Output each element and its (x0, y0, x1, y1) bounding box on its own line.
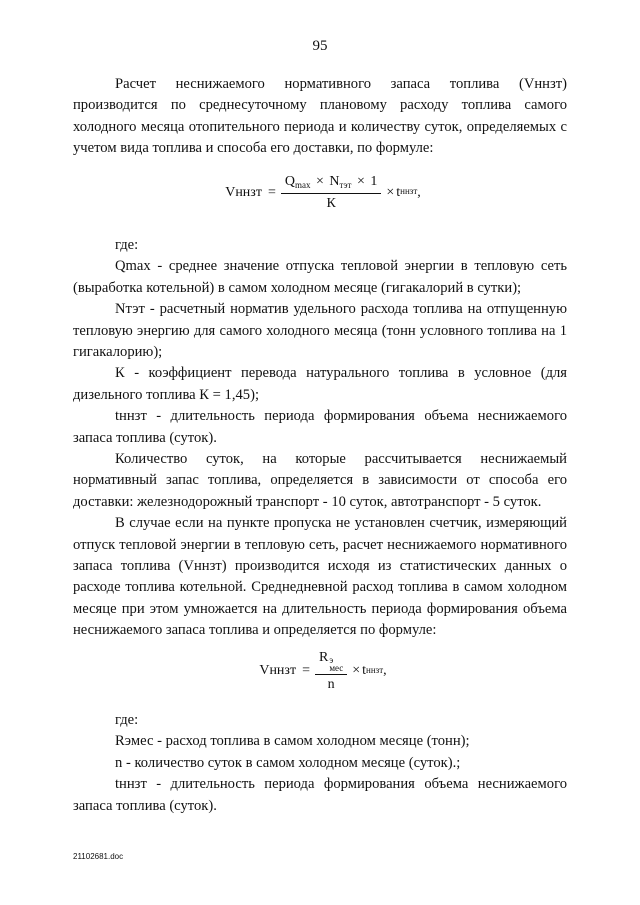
times-sign: × (356, 173, 365, 189)
symbol-n: N (329, 173, 340, 189)
fraction-numerator (315, 650, 347, 675)
superscript-e: э (329, 654, 334, 665)
formula-comma: , (383, 663, 387, 679)
fraction-numerator (281, 174, 382, 194)
fraction (281, 174, 382, 211)
document-body (73, 74, 567, 817)
symbol-t: t (396, 184, 401, 200)
fraction-denominator: К (326, 195, 336, 211)
footer-filename: 21102681.doc (73, 852, 124, 861)
subscript-nnzt: ннзт (400, 186, 418, 197)
times-sign: × (352, 663, 361, 679)
definition-t: tннзт - длительность периода формирования объема неснижаемого запаса топлива (суток). (73, 408, 567, 446)
fraction (315, 650, 347, 692)
fraction-denominator: n (327, 676, 335, 692)
paragraph-no-meter: В случае если на пункте пропуска не установлен счетчик, измеряющий отпуск тепловой энергии в тепловую сеть, расчет неснижаемого нормативного запаса топлива (Vннзт) производится исходя из статистических данных о расходе топлива котельной. Среднедневной расход топлива в самом холодном месяце при этом умножается на длительность периода формирования объема неснижаемого запаса топлива и определяется по формуле: (73, 515, 567, 639)
equals-sign: = (302, 663, 310, 679)
formula-lhs: Vннзт (225, 184, 262, 200)
formula-reserve-volume (79, 174, 567, 211)
symbol-r: R (318, 649, 329, 665)
definition-n: n - количество суток в самом холодном месяце (суток).; (115, 754, 461, 771)
formula-lhs: Vннзт (259, 663, 297, 679)
paragraph-intro: Расчет неснижаемого нормативного запаса топлива (Vннзт) производится по среднесуточному плановому расходу топлива самого холодного месяца отопительного периода и количеству суток, определяемых с учетом вида топлива и способа его доставки, по формуле: (73, 76, 567, 157)
subscript-tet: тэт (339, 179, 352, 190)
symbol-t: t (362, 663, 367, 679)
r-indices (329, 656, 343, 672)
equals-sign: = (267, 184, 276, 200)
number-one: 1 (370, 173, 378, 189)
times-sign: × (315, 173, 324, 189)
definition-r: Rэмес - расход топлива в самом холодном месяце (тонн); (115, 733, 470, 750)
formula-comma: , (417, 184, 421, 200)
subscript-mes: мес (329, 662, 344, 673)
formula-statistical (79, 650, 567, 692)
definition-ntet: Nтэт - расчетный норматив удельного расхода топлива на отпущенную тепловую энергию для самого холодного месяца (тонн условного топлива на 1 гигакалорию); (73, 301, 567, 360)
subscript-max: max (294, 179, 311, 190)
definition-k: К - коэффициент перевода натурального топлива в условное (для дизельного топлива К = 1,45); (73, 365, 567, 403)
where-label: где: (115, 236, 139, 253)
symbol-q: Q (284, 173, 295, 189)
where-label: где: (115, 712, 139, 729)
times-sign: × (386, 184, 395, 200)
definition-qmax: Qmax - среднее значение отпуска тепловой энергии в тепловую сеть (выработка котельной) в самом холодном месяце (гигакалорий в сутки); (73, 258, 567, 296)
page-number: 95 (312, 38, 328, 54)
subscript-nnzt: ннзт (366, 664, 384, 675)
definition-t: tннзт - длительность периода формирования объема неснижаемого запаса топлива (суток). (73, 776, 567, 814)
paragraph-days: Количество суток, на которые рассчитывается неснижаемый нормативный запас топлива, определяется в зависимости от способа его доставки: железнодорожный транспорт - 10 суток, автотранспорт - 5 суток. (73, 450, 567, 510)
